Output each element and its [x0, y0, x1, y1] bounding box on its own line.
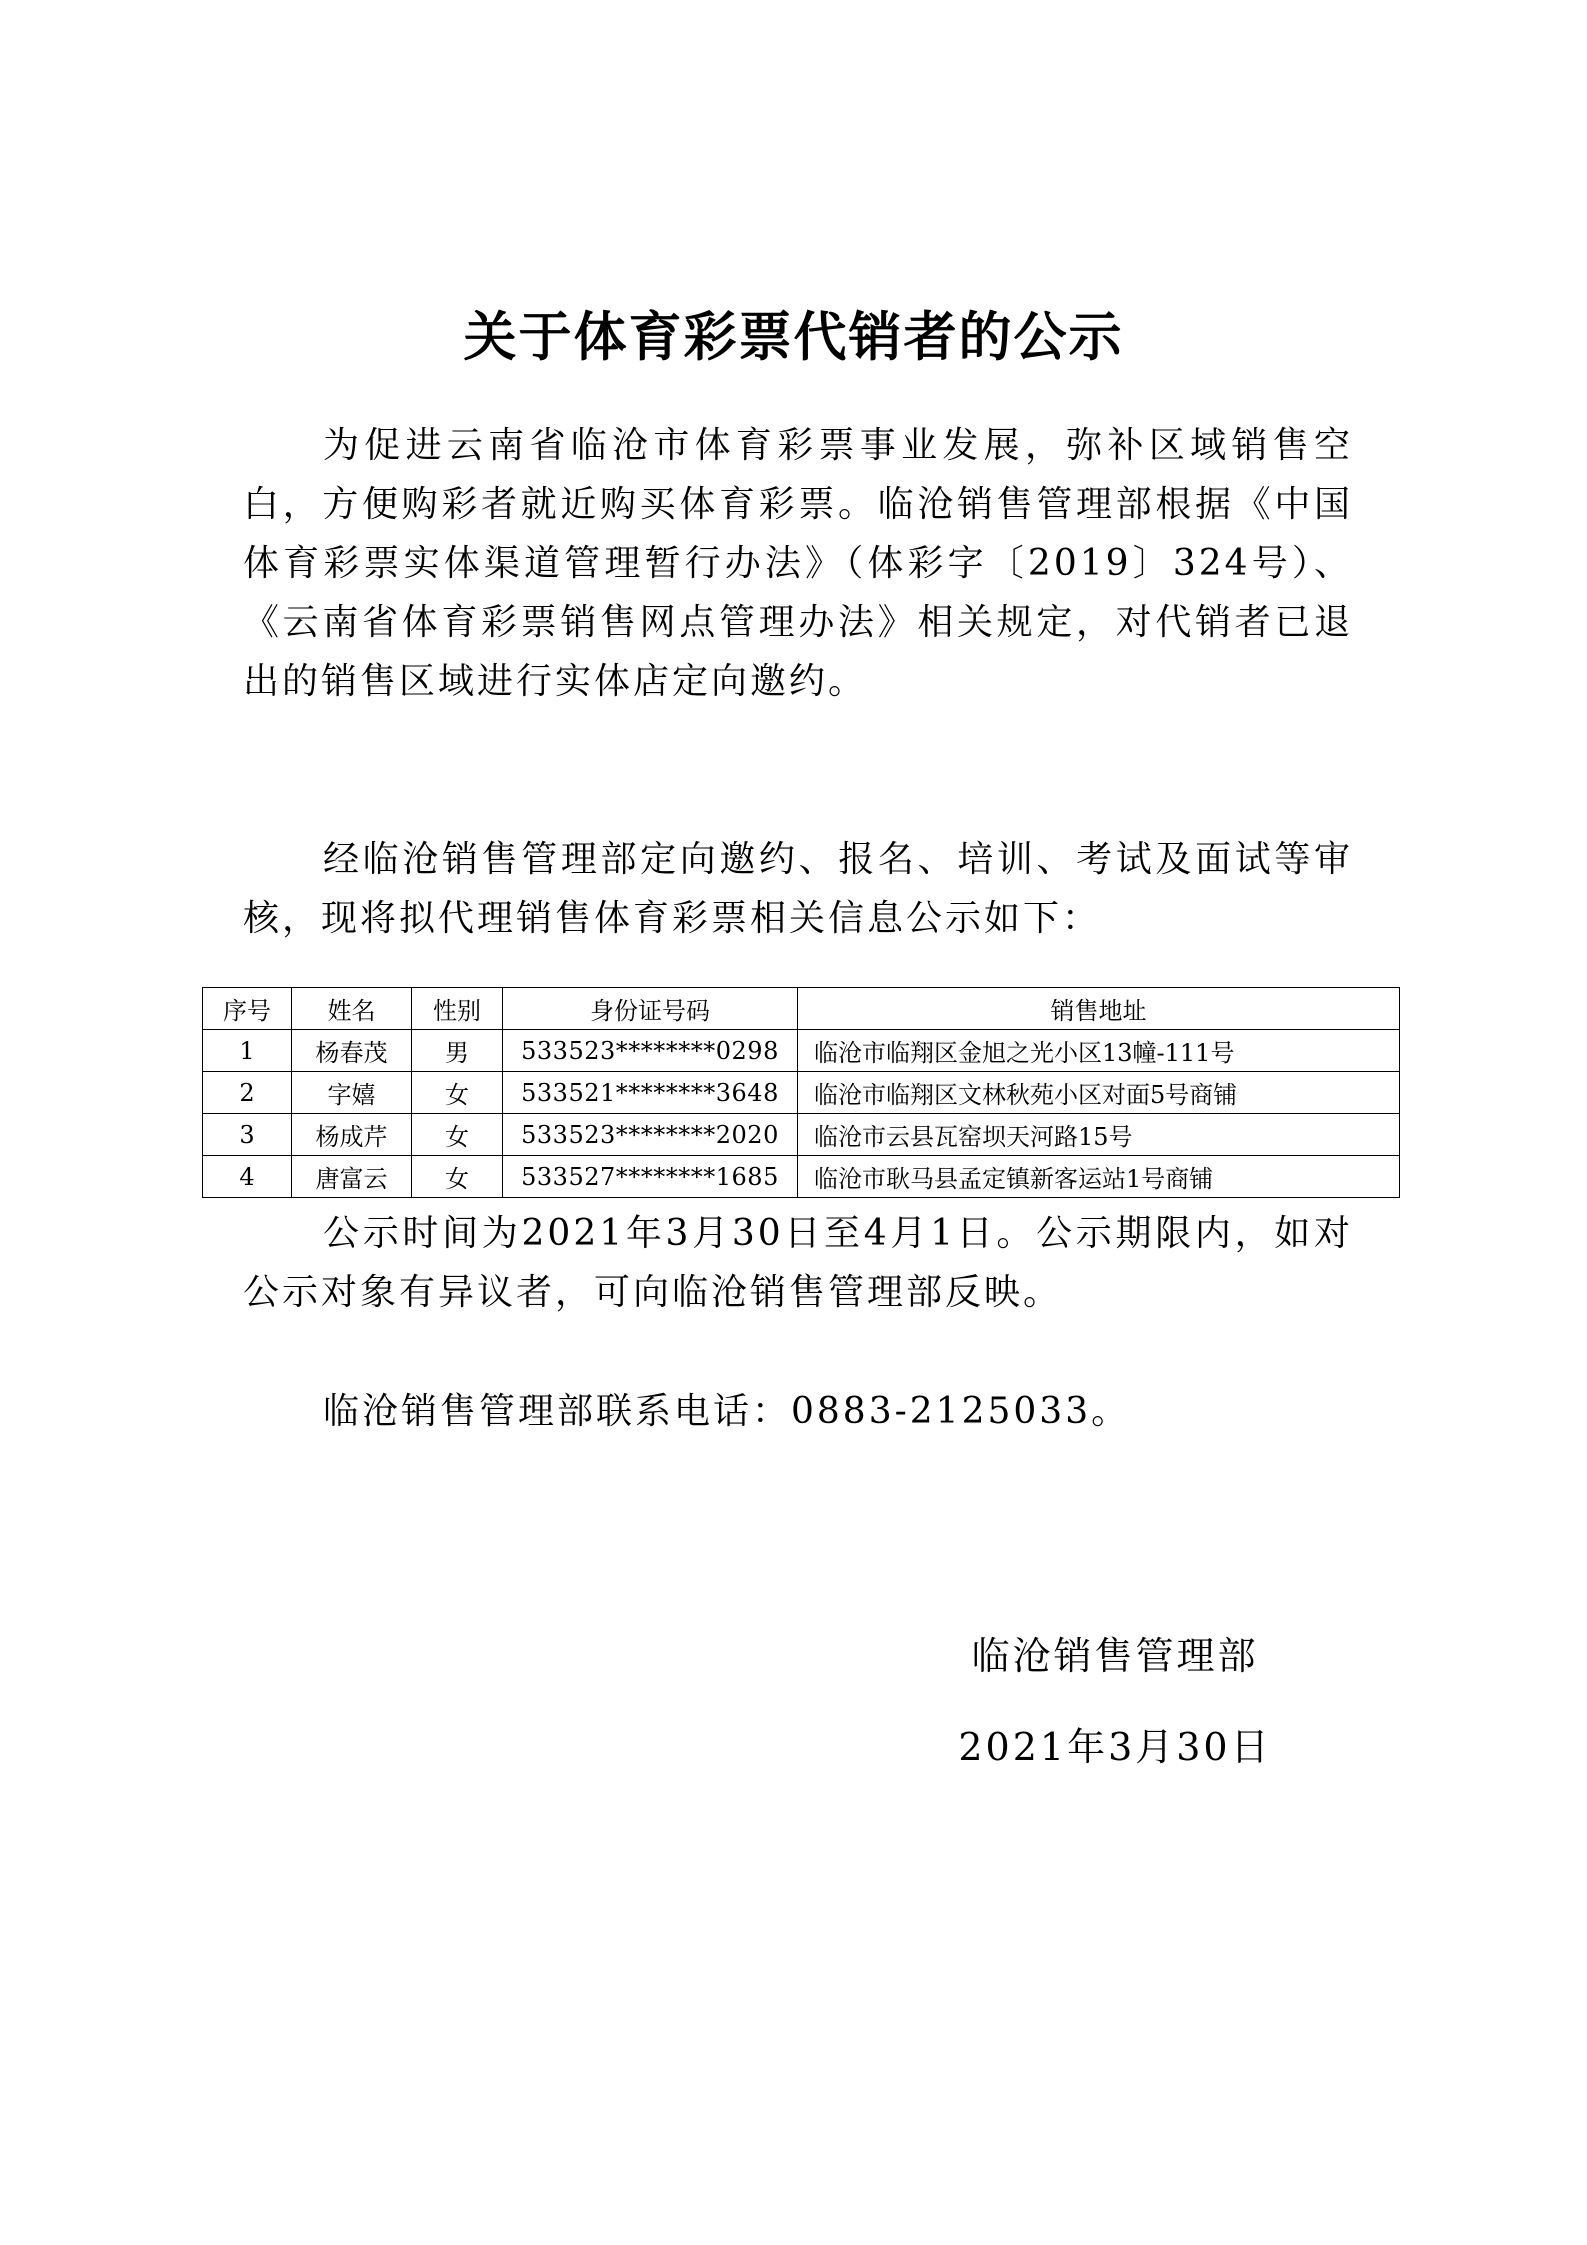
table-row	[203, 1030, 1400, 1072]
cell-sales-address: 临沧市临翔区金旭之光小区13幢-111号	[798, 1030, 1400, 1072]
signature-date: 2021年3月30日	[958, 1725, 1272, 1769]
cell-index: 4	[203, 1156, 292, 1198]
cell-gender: 女	[412, 1114, 503, 1156]
table-row	[203, 1156, 1400, 1198]
cell-gender: 女	[412, 1072, 503, 1114]
cell-sales-address: 临沧市临翔区文林秋苑小区对面5号商铺	[798, 1072, 1400, 1114]
header-sales-address: 销售地址	[798, 988, 1400, 1030]
cell-index: 1	[203, 1030, 292, 1072]
cell-gender: 女	[412, 1156, 503, 1198]
cell-gender: 男	[412, 1030, 503, 1072]
cell-index: 2	[203, 1072, 292, 1114]
table-row	[203, 1072, 1400, 1114]
header-index: 序号	[203, 988, 292, 1030]
cell-id-number: 533527********1685	[503, 1156, 798, 1198]
intro-paragraph: 为促进云南省临沧市体育彩票事业发展，弥补区域销售空白，方便购彩者就近购买体育彩票。临沧销售管理部根据《中国体育彩票实体渠道管理暂行办法》（体彩字〔2019〕324号）、《云南省体育彩票销售网点管理办法》相关规定，对代销者已退出的销售区域进行实体店定向邀约。	[243, 425, 1353, 702]
cell-id-number: 533523********2020	[503, 1114, 798, 1156]
signature-organization: 临沧销售管理部	[971, 1634, 1259, 1678]
document-title: 关于体育彩票代销者的公示	[463, 307, 1124, 368]
cell-name: 唐富云	[292, 1156, 412, 1198]
cell-id-number: 533523********0298	[503, 1030, 798, 1072]
header-id-number: 身份证号码	[503, 988, 798, 1030]
header-name: 姓名	[292, 988, 412, 1030]
vendor-table	[202, 987, 1400, 1198]
cell-id-number: 533521********3648	[503, 1072, 798, 1114]
table-header-row	[203, 988, 1400, 1030]
header-gender: 性别	[412, 988, 503, 1030]
contact-paragraph: 临沧销售管理部联系电话：0883-2125033。	[323, 1391, 1131, 1432]
table-row	[203, 1114, 1400, 1156]
cell-index: 3	[203, 1114, 292, 1156]
cell-name: 字嬉	[292, 1072, 412, 1114]
cell-sales-address: 临沧市耿马县孟定镇新客运站1号商铺	[798, 1156, 1400, 1198]
cell-name: 杨成芹	[292, 1114, 412, 1156]
cell-sales-address: 临沧市云县瓦窑坝天河路15号	[798, 1114, 1400, 1156]
review-paragraph: 经临沧销售管理部定向邀约、报名、培训、考试及面试等审核，现将拟代理销售体育彩票相关信息公示如下：	[243, 839, 1353, 939]
cell-name: 杨春茂	[292, 1030, 412, 1072]
notice-period-paragraph: 公示时间为2021年3月30日至4月1日。公示期限内，如对公示对象有异议者，可向临沧销售管理部反映。	[243, 1213, 1353, 1313]
